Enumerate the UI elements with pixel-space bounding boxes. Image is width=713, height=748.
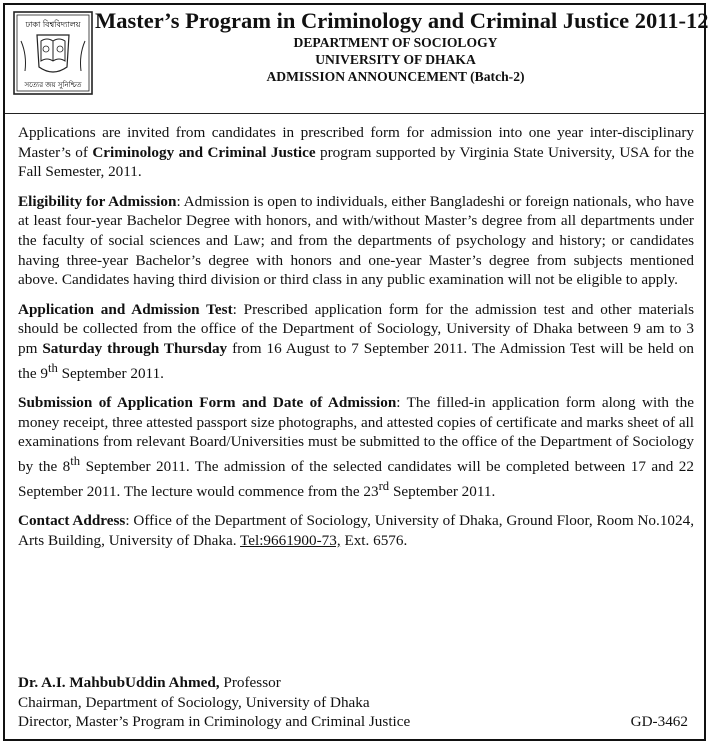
- contact-heading: Contact Address: [18, 512, 126, 530]
- ad-code: GD-3462: [630, 713, 688, 731]
- department-name: DEPARTMENT OF SOCIOLOGY: [293, 35, 498, 50]
- announcement-line: [95, 68, 696, 85]
- eligibility-text: : Admission is open to individuals, either Bangladeshi or foreign nationals, who have at least four-year Bachelor Degree with honors, and with/without Master’s degree from all departments under the faculty of social sciences and Law; and from the departments of psychology and history; or candidates having three-year Bachelor’s degree with honors and one-year Master’s degree from subjects mentioned above. Candidates having third division or third class in any public examination will not be eligible to apply.: [18, 192, 694, 289]
- announcement-frame: [3, 3, 709, 741]
- submission-sup-2: rd: [378, 478, 390, 493]
- signatory-title-1: Chairman, Department of Sociology, University of Dhaka: [18, 693, 370, 711]
- signature-block: [18, 673, 694, 732]
- contact-extension: Ext. 6576.: [340, 531, 408, 549]
- telephone-link[interactable]: Tel:9661900-73,: [240, 531, 341, 549]
- intro-text-2: program supported by Virginia State University, USA for the Fall Semester, 2011.: [18, 143, 694, 181]
- submission-text-1: : The filled-in application form along with the money receipt, three attested passport size photographs, and attested copies of certificate and marks sheet of all examinations from relevant Board/Universities must be submitted to the office of the Department of Sociology by the 8: [18, 394, 694, 476]
- submission-heading: Submission of Application Form and Date of Admission: [18, 394, 397, 412]
- university-logo-icon: [13, 11, 93, 95]
- page-title: Master’s Program in Criminology and Criminal Justice 2011-12: [95, 8, 709, 33]
- signature-name-line: [18, 673, 694, 693]
- header-text-block: [95, 7, 709, 85]
- intro-paragraph: [18, 123, 694, 182]
- logo-top-text: ঢাকা বিশ্ববিদ্যালয়: [25, 20, 81, 29]
- application-paragraph: [18, 300, 694, 383]
- application-text-1: : Prescribed application form for the admission test and other materials should be collected from the office of the Department of Sociology, University of Dhaka between 9 am to 3 pm: [18, 300, 694, 357]
- application-days: Saturday through Thursday: [42, 339, 228, 357]
- application-sup: th: [47, 360, 58, 375]
- header: [5, 5, 709, 114]
- contact-text: : Office of the Department of Sociology, University of Dhaka, Ground Floor, Room No.1024, Arts Building, University of Dhaka.: [18, 512, 694, 549]
- university-name: UNIVERSITY OF DHAKA: [315, 52, 476, 67]
- announcement-body: [18, 123, 694, 560]
- eligibility-paragraph: [18, 192, 694, 290]
- announcement-title: ADMISSION ANNOUNCEMENT: [266, 69, 467, 84]
- signatory-name: Dr. A.I. MahbubUddin Ahmed,: [18, 674, 220, 691]
- intro-text-1: Applications are invited from candidates in prescribed form for admission into one year inter-disciplinary Master’s of: [18, 124, 694, 161]
- application-text-2: from 16 August to 7 September 2011. The Admission Test will be held on the 9: [18, 339, 694, 382]
- eligibility-heading: Eligibility for Admission: [18, 192, 177, 210]
- intro-program-name: Criminology and Criminal Justice: [92, 143, 316, 161]
- batch-label: (Batch-2): [470, 69, 525, 84]
- application-heading: Application and Admission Test: [18, 300, 233, 318]
- submission-sup-1: th: [70, 453, 81, 468]
- contact-paragraph: [18, 511, 694, 550]
- signatory-title-2: Director, Master’s Program in Criminology and Criminal Justice: [18, 713, 411, 731]
- submission-paragraph: [18, 393, 694, 501]
- submission-text-2: September 2011. The admission of the selected candidates will be completed between 17 and 22 September 2011. The lecture would commence from the 23: [18, 458, 694, 500]
- logo-bottom-text: সত্যের জয় সুনিশ্চিত: [24, 81, 82, 89]
- signatory-rank: Professor: [219, 674, 281, 691]
- application-text-3: September 2011.: [57, 364, 164, 382]
- signatory-title-line-2: [18, 712, 694, 732]
- submission-text-3: September 2011.: [389, 482, 496, 500]
